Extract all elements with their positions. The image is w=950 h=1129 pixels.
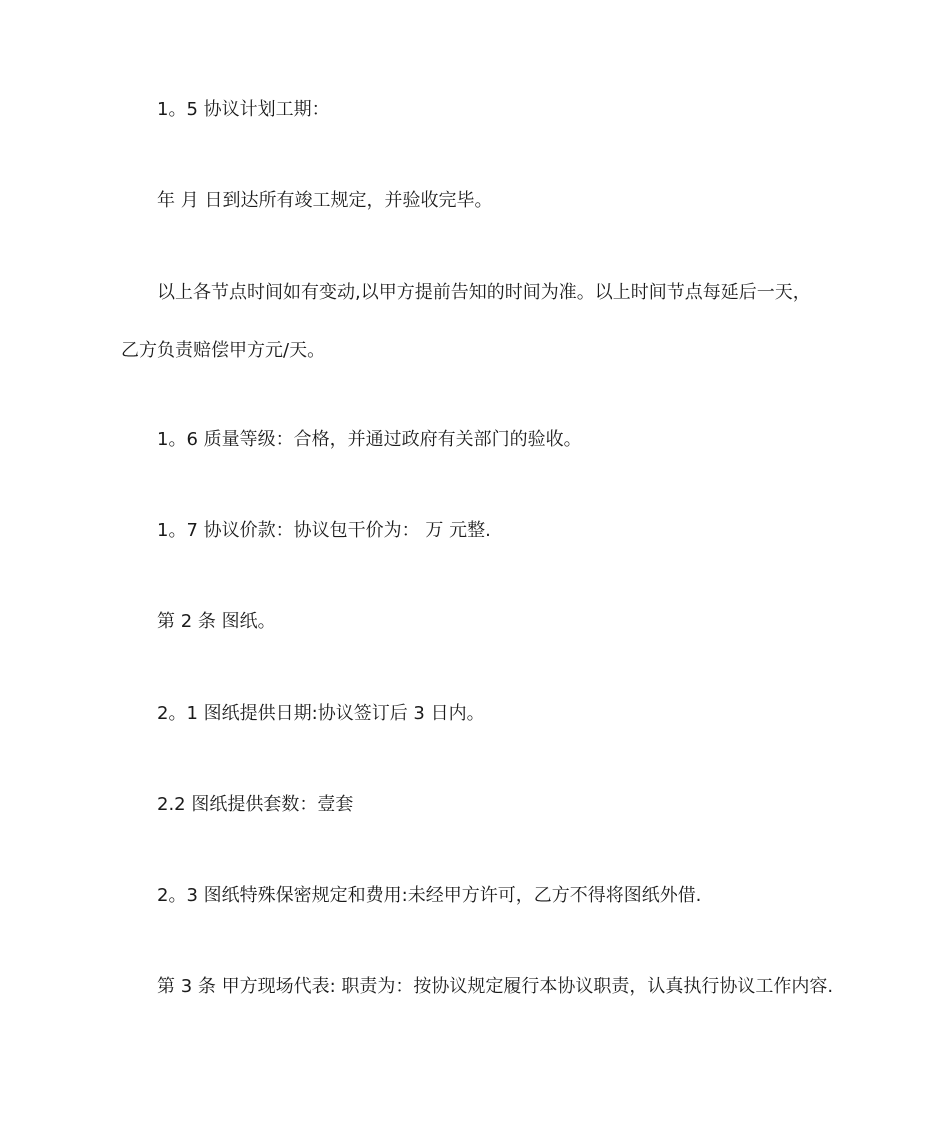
clause-1-5-planned-schedule: 1。5 协议计划工期：	[157, 99, 330, 120]
article-3-site-representative: 第 3 条 甲方现场代表: 职责为：按协议规定履行本协议职责，认真执行协议工作内容.	[157, 976, 834, 997]
clause-1-6-quality-grade: 1。6 质量等级：合格，并通过政府有关部门的验收。	[157, 429, 582, 450]
clause-2-1-drawing-date: 2。1 图纸提供日期:协议签订后 3 日内。	[157, 703, 485, 724]
clause-1-7-contract-price: 1。7 协议价款：协议包干价为： 万 元整.	[157, 520, 491, 541]
delay-penalty-line: 乙方负责赔偿甲方元/天。	[121, 340, 326, 361]
clause-2-3-drawing-confidentiality: 2。3 图纸特殊保密规定和费用:未经甲方许可，乙方不得将图纸外借.	[157, 885, 702, 906]
clause-2-2-drawing-sets: 2.2 图纸提供套数：壹套	[157, 794, 354, 815]
completion-date-line: 年 月 日到达所有竣工规定，并验收完毕。	[157, 190, 493, 211]
article-2-heading: 第 2 条 图纸。	[157, 611, 276, 632]
schedule-change-note: 以上各节点时间如有变动,以甲方提前告知的时间为准。以上时间节点每延后一天，	[157, 282, 811, 303]
